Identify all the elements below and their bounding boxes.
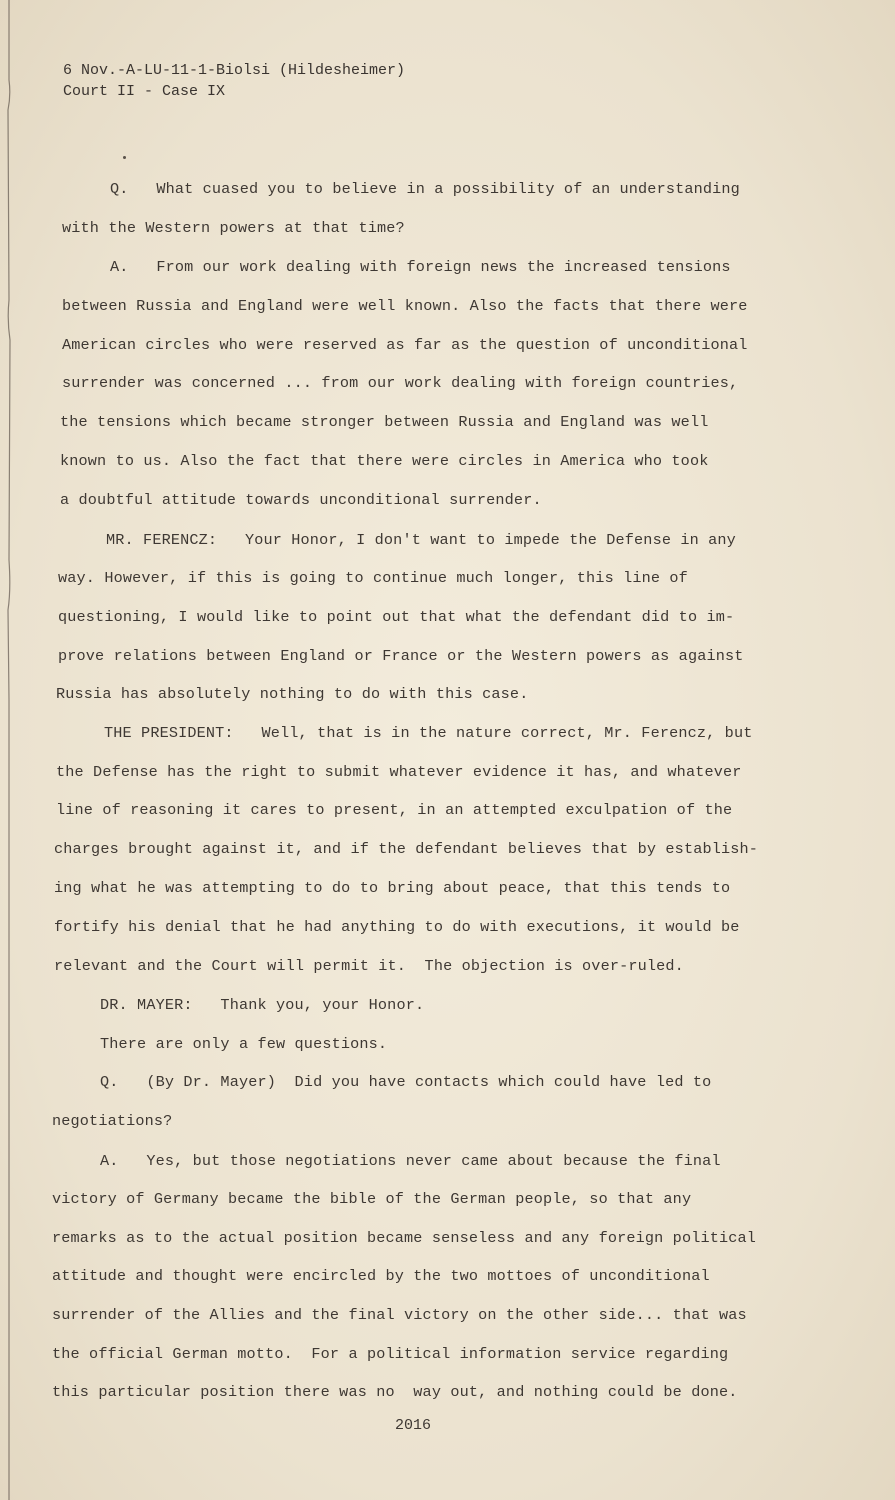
body-line: this particular position there was no way out, and nothing could be done. (52, 1383, 738, 1401)
body-line: Russia has absolutely nothing to do with this case. (56, 685, 529, 703)
body-line: A. Yes, but those negotiations never came about because the final (100, 1152, 721, 1170)
body-line: American circles who were reserved as far as the question of unconditional (62, 336, 748, 354)
body-line: victory of Germany became the bible of the German people, so that any (52, 1190, 692, 1208)
body-line: attitude and thought were encircled by the two mottoes of unconditional (52, 1267, 710, 1285)
body-line: relevant and the Court will permit it. The objection is over-ruled. (54, 957, 684, 975)
body-line: DR. MAYER: Thank you, your Honor. (100, 996, 425, 1014)
body-line: with the Western powers at that time? (62, 219, 405, 237)
body-line: the official German motto. For a political information service regarding (52, 1345, 729, 1363)
body-line: surrender was concerned ... from our work dealing with foreign countries, (62, 374, 739, 392)
body-line: negotiations? (52, 1112, 173, 1130)
page-number: 2016 (395, 1417, 432, 1434)
page-left-edge-mark (6, 0, 9, 1500)
body-line: way. However, if this is going to continue much longer, this line of (58, 569, 688, 587)
body-line: There are only a few questions. (100, 1035, 388, 1053)
body-line: surrender of the Allies and the final victory on the other side... that was (52, 1306, 747, 1324)
stray-ink-dot (123, 156, 126, 159)
body-line: THE PRESIDENT: Well, that is in the nature correct, Mr. Ferencz, but (104, 724, 753, 742)
body-line: known to us. Also the fact that there were circles in America who took (60, 452, 709, 470)
body-line: the tensions which became stronger between Russia and England was well (60, 413, 709, 431)
body-line: a doubtful attitude towards unconditional surrender. (60, 491, 542, 509)
body-line: Q. What cuased you to believe in a possibility of an understanding (110, 180, 740, 198)
body-line: MR. FERENCZ: Your Honor, I don't want to impede the Defense in any (106, 531, 736, 549)
document-header (63, 60, 405, 102)
body-line: remarks as to the actual position became senseless and any foreign political (52, 1229, 757, 1247)
body-line: ing what he was attempting to do to bring about peace, that this tends to (54, 879, 731, 897)
body-line: the Defense has the right to submit whatever evidence it has, and whatever (56, 763, 742, 781)
header-line-2: Court II - Case IX (63, 83, 226, 100)
body-line: fortify his denial that he had anything to do with executions, it would be (54, 918, 740, 936)
body-line: questioning, I would like to point out that what the defendant did to im- (58, 608, 735, 626)
body-line: line of reasoning it cares to present, in an attempted exculpation of the (56, 801, 733, 819)
body-line: prove relations between England or France or the Western powers as against (58, 647, 744, 665)
body-line: between Russia and England were well known. Also the facts that there were (62, 297, 748, 315)
body-line: A. From our work dealing with foreign news the increased tensions (110, 258, 731, 276)
header-line-1: 6 Nov.-A-LU-11-1-Biolsi (Hildesheimer) (63, 62, 406, 79)
body-line: charges brought against it, and if the defendant believes that by establish- (54, 840, 759, 858)
body-line: Q. (By Dr. Mayer) Did you have contacts which could have led to (100, 1073, 712, 1091)
